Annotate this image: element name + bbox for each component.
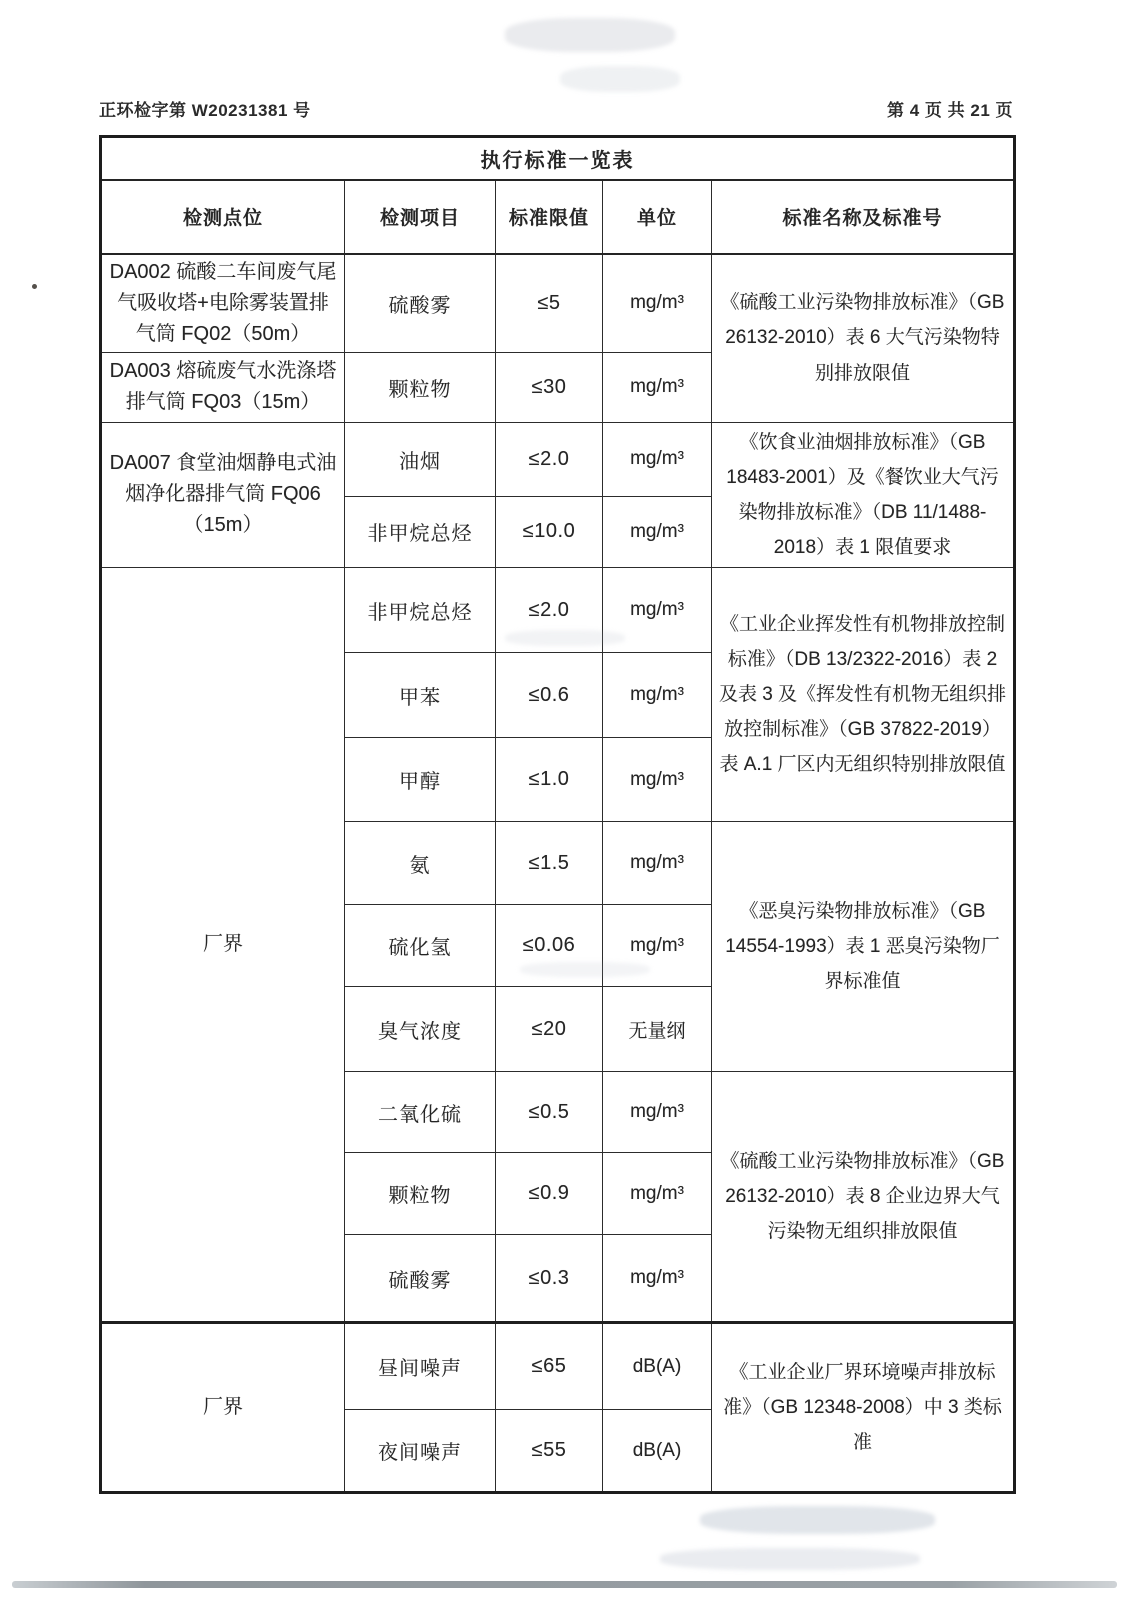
- table-row: [101, 1323, 1015, 1410]
- limit-cell: ≤2.0: [496, 422, 603, 496]
- unit-cell: mg/m³: [603, 905, 712, 987]
- limit-cell: ≤65: [496, 1323, 603, 1410]
- standards-table: [99, 135, 1016, 1494]
- item-cell: 甲醇: [345, 738, 496, 822]
- item-cell: 硫酸雾: [345, 1235, 496, 1323]
- unit-cell: mg/m³: [603, 496, 712, 567]
- ink-dot: [32, 284, 37, 289]
- scan-bleedthrough: [700, 1506, 935, 1534]
- item-cell: 颗粒物: [345, 1153, 496, 1235]
- limit-cell: ≤0.06: [496, 905, 603, 987]
- page-indicator: 第 4 页 共 21 页: [887, 101, 1013, 120]
- col-header-point: 检测点位: [101, 180, 345, 254]
- table-row: [101, 422, 1015, 496]
- unit-cell: dB(A): [603, 1410, 712, 1493]
- item-cell: 颗粒物: [345, 352, 496, 422]
- unit-cell: mg/m³: [603, 653, 712, 738]
- unit-cell: 无量纲: [603, 987, 712, 1072]
- unit-cell: mg/m³: [603, 1072, 712, 1153]
- doc-number: 正环检字第 W20231381 号: [99, 101, 311, 120]
- point-cell: DA002 硫酸二车间废气尾气吸收塔+电除雾装置排气筒 FQ02（50m）: [101, 254, 345, 353]
- unit-cell: mg/m³: [603, 422, 712, 496]
- item-cell: 氨: [345, 822, 496, 905]
- limit-cell: ≤0.9: [496, 1153, 603, 1235]
- col-header-limit: 标准限值: [496, 180, 603, 254]
- standard-cell: 《工业企业厂界环境噪声排放标准》（GB 12348-2008）中 3 类标准: [712, 1323, 1015, 1493]
- scan-bleedthrough: [660, 1548, 920, 1570]
- standard-cell: 《硫酸工业污染物排放标准》（GB 26132-2010）表 6 大气污染物特别排放限值: [712, 254, 1015, 423]
- col-header-item: 检测项目: [345, 180, 496, 254]
- table-title: 执行标准一览表: [101, 137, 1015, 180]
- limit-cell: ≤10.0: [496, 496, 603, 567]
- item-cell: 昼间噪声: [345, 1323, 496, 1410]
- table-row: [101, 568, 1015, 653]
- unit-cell: mg/m³: [603, 1153, 712, 1235]
- unit-cell: dB(A): [603, 1323, 712, 1410]
- unit-cell: mg/m³: [603, 254, 712, 353]
- standard-cell: 《硫酸工业污染物排放标准》（GB 26132-2010）表 8 企业边界大气污染物无组织排放限值: [712, 1072, 1015, 1323]
- point-cell: DA003 熔硫废气水洗涤塔排气筒 FQ03（15m）: [101, 352, 345, 422]
- limit-cell: ≤20: [496, 987, 603, 1072]
- scan-smudge: [560, 66, 680, 92]
- limit-cell: ≤0.6: [496, 653, 603, 738]
- item-cell: 二氧化硫: [345, 1072, 496, 1153]
- limit-cell: ≤0.5: [496, 1072, 603, 1153]
- point-cell: DA007 食堂油烟静电式油烟净化器排气筒 FQ06（15m）: [101, 422, 345, 568]
- limit-cell: ≤1.5: [496, 822, 603, 905]
- item-cell: 非甲烷总烃: [345, 568, 496, 653]
- item-cell: 硫化氢: [345, 905, 496, 987]
- limit-cell: ≤1.0: [496, 738, 603, 822]
- unit-cell: mg/m³: [603, 738, 712, 822]
- limit-cell: ≤30: [496, 352, 603, 422]
- unit-cell: mg/m³: [603, 822, 712, 905]
- standard-cell: 《饮食业油烟排放标准》（GB 18483-2001）及《餐饮业大气污染物排放标准》（DB 11/1488-2018）表 1 限值要求: [712, 422, 1015, 568]
- table-header-row: [101, 180, 1015, 254]
- unit-cell: mg/m³: [603, 568, 712, 653]
- limit-cell: ≤2.0: [496, 568, 603, 653]
- item-cell: 夜间噪声: [345, 1410, 496, 1493]
- limit-cell: ≤0.3: [496, 1235, 603, 1323]
- col-header-standard: 标准名称及标准号: [712, 180, 1015, 254]
- scanner-edge-shadow: [12, 1581, 1117, 1588]
- standard-cell: 《工业企业挥发性有机物排放控制标准》（DB 13/2322-2016）表 2 及表 3 及《挥发性有机物无组织排放控制标准》（GB 37822-2019）表 A.1 厂区内无组织特别排放限值: [712, 568, 1015, 822]
- document-header: [99, 96, 1013, 121]
- item-cell: 臭气浓度: [345, 987, 496, 1072]
- point-cell: 厂界: [101, 568, 345, 1323]
- standard-cell: 《恶臭污染物排放标准》（GB 14554-1993）表 1 恶臭污染物厂界标准值: [712, 822, 1015, 1072]
- limit-cell: ≤55: [496, 1410, 603, 1493]
- table-row: [101, 254, 1015, 353]
- item-cell: 油烟: [345, 422, 496, 496]
- table-title-row: [101, 137, 1015, 180]
- item-cell: 非甲烷总烃: [345, 496, 496, 567]
- scan-smudge: [505, 18, 675, 52]
- unit-cell: mg/m³: [603, 352, 712, 422]
- item-cell: 甲苯: [345, 653, 496, 738]
- item-cell: 硫酸雾: [345, 254, 496, 353]
- limit-cell: ≤5: [496, 254, 603, 353]
- col-header-unit: 单位: [603, 180, 712, 254]
- unit-cell: mg/m³: [603, 1235, 712, 1323]
- point-cell: 厂界: [101, 1323, 345, 1493]
